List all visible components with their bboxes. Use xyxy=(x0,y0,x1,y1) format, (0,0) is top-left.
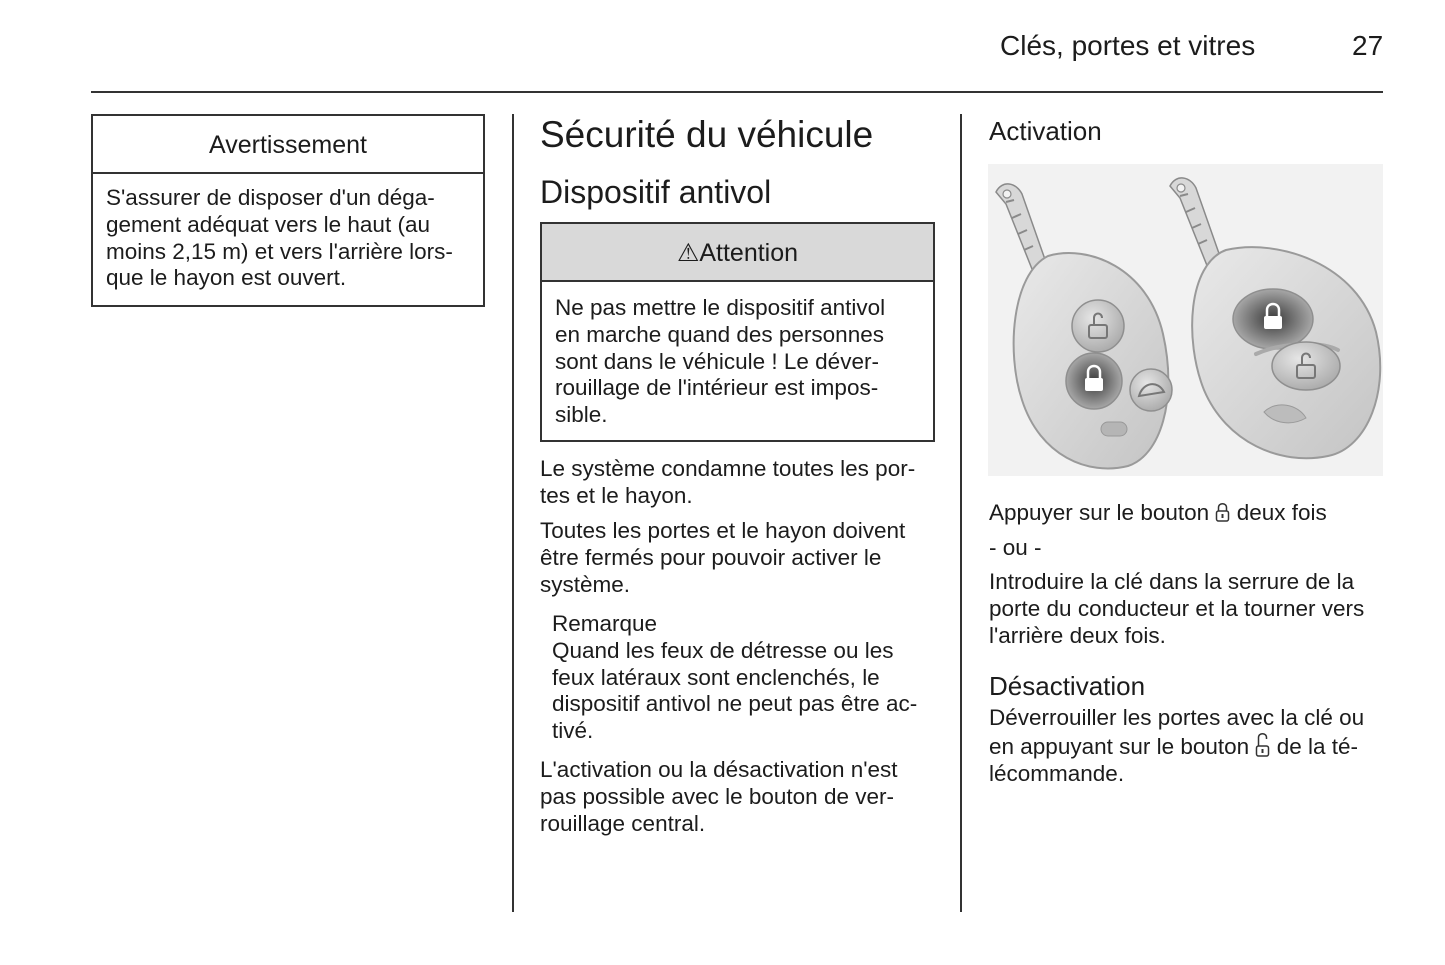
text-line: lécommande. xyxy=(989,760,1125,786)
activation-instruction xyxy=(989,500,1327,527)
note-line: tivé. xyxy=(552,718,594,744)
text-fragment: de la té- xyxy=(1276,733,1359,759)
paragraph-1 xyxy=(540,456,915,510)
trunk-button xyxy=(1130,369,1172,411)
text-line xyxy=(989,732,1364,761)
running-header-title: Clés, portes et vitres xyxy=(1000,30,1256,61)
text-line: Toutes les portes et le hayon doivent xyxy=(540,518,906,543)
text-line: système. xyxy=(540,571,631,597)
deactivation-heading: Désactivation xyxy=(989,671,1146,701)
warning-box xyxy=(91,114,485,307)
attention-box xyxy=(540,222,935,442)
text-line: Le système condamne toutes les por- xyxy=(540,456,916,481)
attention-header xyxy=(542,224,933,282)
paragraph-2 xyxy=(540,518,905,598)
note-block xyxy=(552,611,917,745)
key-instruction xyxy=(989,569,1364,649)
attention-line: sont dans le véhicule ! Le déver- xyxy=(555,348,879,374)
attention-line: rouillage de l'intérieur est impos- xyxy=(555,375,879,401)
attention-line: sible. xyxy=(555,402,608,428)
activation-heading: Activation xyxy=(989,116,1102,146)
text-fragment: Appuyer sur le bouton xyxy=(989,500,1210,525)
text-line: tes et le hayon. xyxy=(540,482,693,508)
warning-title: Avertissement xyxy=(93,116,483,174)
column-divider-1 xyxy=(512,114,514,912)
unlock-icon xyxy=(1255,732,1270,758)
header-rule xyxy=(91,91,1383,93)
text-line: Introduire la clé dans la serrure de la xyxy=(989,569,1355,594)
text-line: Déverrouiller les portes avec la clé ou xyxy=(989,705,1365,730)
or-separator: - ou - xyxy=(989,535,1042,560)
key-remotes-illustration xyxy=(988,164,1383,476)
attention-text xyxy=(542,282,933,429)
text-line: être fermés pour pouvoir activer le xyxy=(540,544,882,570)
lock-icon xyxy=(1215,501,1230,523)
warning-line: S'assurer de disposer d'un déga- xyxy=(106,185,435,210)
warning-line: gement adéquat vers le haut (au xyxy=(106,211,430,237)
text-fragment: deux fois xyxy=(1236,500,1327,525)
attention-line: Ne pas mettre le dispositif antivol xyxy=(555,295,886,320)
fob-led xyxy=(1101,422,1127,436)
note-title: Remarque xyxy=(552,611,658,636)
text-line: l'arrière deux fois. xyxy=(989,622,1166,648)
deactivation-text xyxy=(989,705,1364,787)
section-title: Sécurité du véhicule xyxy=(540,114,874,155)
subsection-title: Dispositif antivol xyxy=(540,174,772,210)
column-divider-2 xyxy=(960,114,962,912)
paragraph-3 xyxy=(540,757,898,837)
warning-triangle-icon: ⚠ xyxy=(676,239,700,267)
page-number: 27 xyxy=(1352,30,1384,61)
note-line: dispositif antivol ne peut pas être ac- xyxy=(552,691,918,717)
attention-line: en marche quand des personnes xyxy=(555,321,884,347)
text-line: pas possible avec le bouton de ver- xyxy=(540,783,894,809)
text-line: porte du conducteur et la tourner vers xyxy=(989,595,1365,621)
text-line: L'activation ou la désactivation n'est xyxy=(540,757,898,782)
warning-line: moins 2,15 m) et vers l'arrière lors- xyxy=(106,238,453,264)
text-fragment: en appuyant sur le bouton xyxy=(989,733,1250,759)
note-line: Quand les feux de détresse ou les xyxy=(552,637,894,663)
text-line: rouillage central. xyxy=(540,810,706,836)
note-line: feux latéraux sont enclenchés, le xyxy=(552,664,880,690)
warning-line: que le hayon est ouvert. xyxy=(106,265,347,291)
warning-text xyxy=(93,174,483,292)
attention-title: Attention xyxy=(699,239,799,267)
